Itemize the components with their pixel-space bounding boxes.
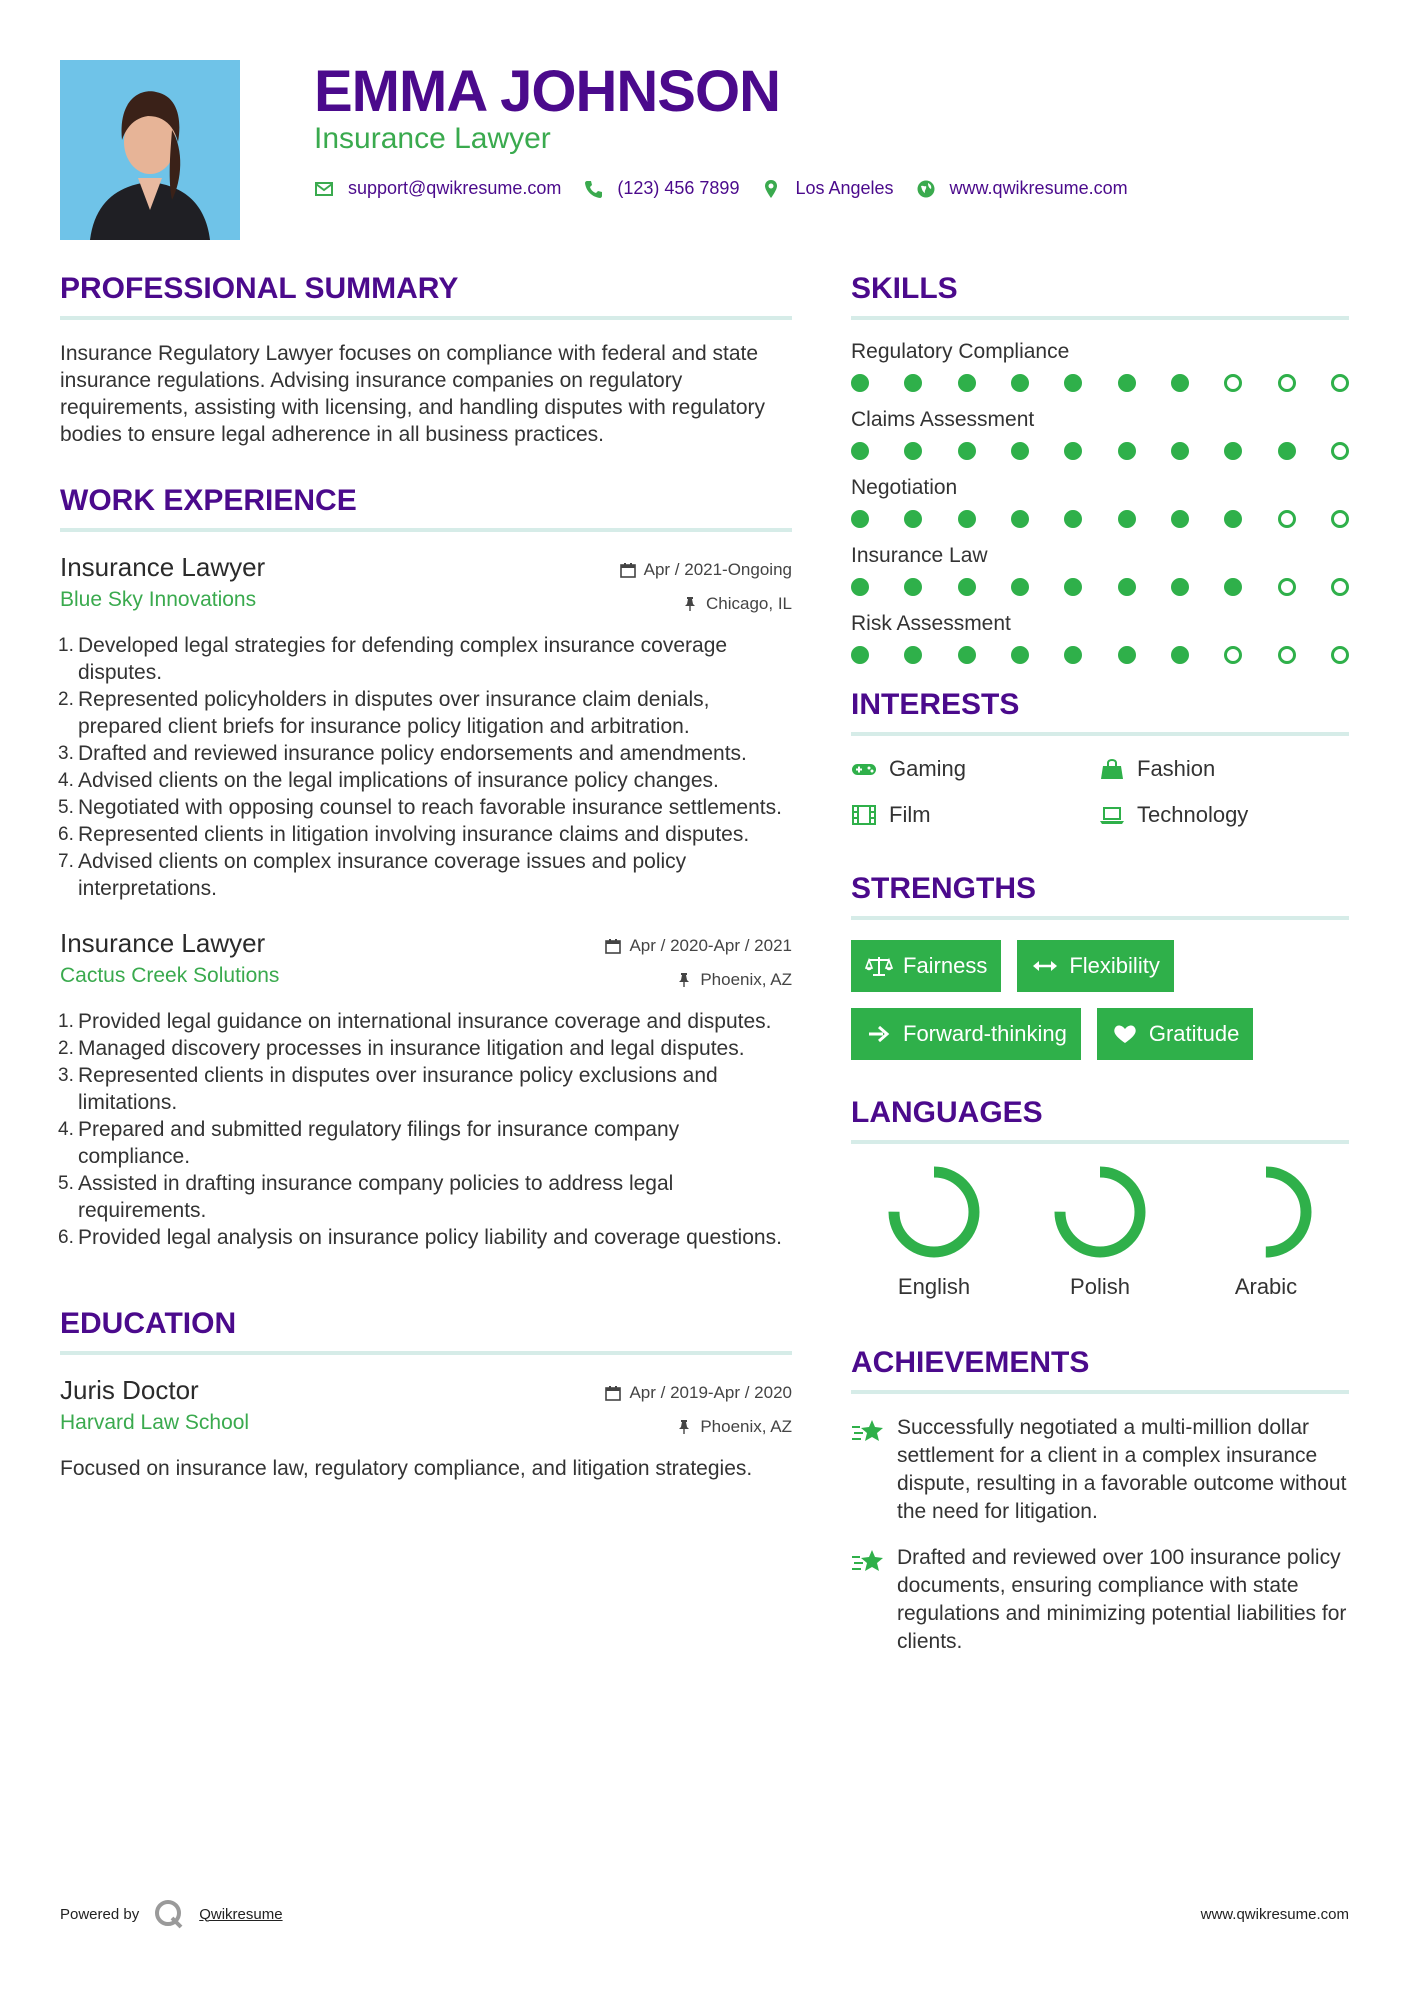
degree-title: Juris Doctor [60,1375,199,1405]
left-column [60,272,792,1482]
list-item: 5. Assisted in drafting insurance company policies to address legal requirements. [58,1172,674,1222]
language-item [1183,1164,1349,1300]
section-divider [851,732,1349,736]
rating-dot-empty [1331,442,1349,460]
rating-dot-filled [851,510,869,528]
education-description: Focused on insurance law, regulatory compliance, and litigation strategies. [60,1457,753,1480]
rating-dot-filled [958,578,976,596]
school-name: Harvard Law School [60,1411,250,1434]
shooting-star-icon [851,1416,885,1446]
achievement-item [851,1414,1349,1526]
rating-dot-filled [1011,442,1029,460]
rating-dot-filled [958,510,976,528]
powered-by-label: Powered by [60,1905,140,1923]
list-item: 4. Prepared and submitted regulatory filings for insurance company compliance. [58,1118,680,1168]
summary-heading: PROFESSIONAL SUMMARY [60,272,459,305]
strength-label: Flexibility [1069,953,1160,978]
website-text: www.qwikresume.com [949,178,1128,198]
phone-text: (123) 456 7899 [617,178,740,198]
footer-powered-by [60,1898,283,1930]
language-name: Arabic [1234,1274,1298,1299]
job-date [620,560,792,580]
rating-dot-filled [1171,510,1189,528]
job-date [605,936,792,956]
rating-dot-empty [1278,578,1296,596]
qwikresume-logo-icon [153,1898,185,1930]
job-duties [60,632,792,902]
shooting-star-icon [851,1546,885,1576]
job-title: Insurance Lawyer [60,552,266,582]
job-entry [60,552,792,902]
achievement-item [851,1544,1349,1656]
skill-name: Insurance Law [851,544,988,567]
section-divider [851,316,1349,320]
language-level-arc [894,1172,974,1252]
section-divider [851,916,1349,920]
rating-dot-filled [1171,578,1189,596]
shopping-bag-icon [1099,758,1125,780]
job-location [682,594,792,614]
rating-dot-filled [1224,578,1242,596]
rating-dot-empty [1331,510,1349,528]
map-marker-icon [761,179,781,199]
calendar-icon [620,562,636,578]
arrows-horizontal-icon [1031,955,1059,977]
language-progress-ring [1052,1164,1148,1260]
globe-icon [916,179,936,199]
language-name: Polish [1070,1274,1130,1299]
rating-dot-empty [1224,374,1242,392]
section-divider [60,1351,792,1355]
section-divider [60,316,792,320]
skill-name: Negotiation [851,476,958,499]
pin-icon [676,972,692,988]
strength-chip [851,940,1001,992]
education-location [676,1417,792,1437]
rating-dot-filled [851,374,869,392]
contact-bar [314,178,1150,199]
language-item [1017,1164,1183,1300]
education-location-text: Phoenix, AZ [700,1417,792,1436]
rating-dot-filled [1011,374,1029,392]
list-item: 1. Developed legal strategies for defending complex insurance coverage disputes. [58,634,728,684]
strength-chip [1017,940,1173,992]
language-progress-ring [1218,1164,1314,1260]
location-text: Los Angeles [795,178,894,198]
achievements-list [851,1414,1349,1656]
job-entry [60,928,792,1251]
language-level-arc [1060,1172,1140,1252]
rating-dot-filled [958,646,976,664]
phone-icon [583,179,603,199]
education-heading: EDUCATION [60,1307,237,1340]
languages-list [851,1164,1349,1300]
rating-dot-filled [1224,510,1242,528]
skill-rating [851,646,1349,664]
candidate-title: Insurance Lawyer [314,122,551,155]
interest-label: Gaming [889,756,967,781]
strengths-heading: STRENGTHS [851,872,1037,905]
skill-rating [851,578,1349,596]
achievements-heading: ACHIEVEMENTS [851,1346,1090,1379]
interest-item [1099,802,1347,828]
interest-label: Technology [1137,802,1249,827]
rating-dot-filled [1064,442,1082,460]
list-item: 4. Advised clients on the legal implications of insurance policy changes. [58,769,719,792]
rating-dot-filled [904,374,922,392]
strength-label: Forward-thinking [903,1021,1067,1046]
rating-dot-filled [1011,510,1029,528]
strength-label: Fairness [903,953,988,978]
list-item: 1. Provided legal guidance on international insurance coverage and disputes. [58,1010,772,1033]
strengths-list [851,940,1349,1060]
rating-dot-filled [1064,510,1082,528]
contact-location [761,178,893,199]
film-icon [851,804,877,826]
rating-dot-filled [1118,646,1136,664]
rating-dot-filled [1011,578,1029,596]
rating-dot-empty [1278,646,1296,664]
pin-icon [682,596,698,612]
right-column [851,272,1349,1674]
qwikresume-link[interactable]: Qwikresume [199,1905,283,1923]
rating-dot-filled [904,578,922,596]
education-date-text: Apr / 2019-Apr / 2020 [629,1383,792,1402]
achievement-text: Successfully negotiated a multi-million dollar settlement for a client in a complex insurance dispute, resulting in a favorable outcome without the need for litigation. [897,1416,1347,1523]
skill-rating [851,510,1349,528]
rating-dot-filled [1171,646,1189,664]
rating-dot-filled [1118,442,1136,460]
interests-list [851,756,1349,828]
rating-dot-empty [1331,374,1349,392]
contact-email[interactable] [314,178,561,199]
rating-dot-filled [851,646,869,664]
work-heading: WORK EXPERIENCE [60,484,357,517]
rating-dot-filled [904,510,922,528]
footer-url[interactable]: www.qwikresume.com [1200,1906,1349,1923]
rating-dot-filled [851,578,869,596]
contact-website[interactable] [916,178,1128,199]
job-company: Cactus Creek Solutions [60,964,280,987]
job-title: Insurance Lawyer [60,928,266,958]
section-divider [851,1390,1349,1394]
language-item [851,1164,1017,1300]
skills-list [851,340,1349,664]
contact-phone[interactable] [583,178,739,199]
rating-dot-filled [1171,374,1189,392]
achievement-text: Drafted and reviewed over 100 insurance policy documents, ensuring compliance with state regulations and minimizing potential liabilities for clients. [897,1546,1347,1653]
candidate-name: EMMA JOHNSON [314,59,780,124]
envelope-icon [314,179,334,199]
rating-dot-filled [1064,646,1082,664]
rating-dot-empty [1278,510,1296,528]
calendar-icon [605,1385,621,1401]
rating-dot-empty [1278,374,1296,392]
rating-dot-filled [1118,578,1136,596]
profile-photo [60,60,240,240]
email-text: support@qwikresume.com [348,178,562,198]
language-progress-ring [886,1164,982,1260]
language-name: English [897,1274,971,1299]
list-item: 7. Advised clients on complex insurance coverage issues and policy interpretations. [58,850,687,900]
rating-dot-filled [904,646,922,664]
section-divider [851,1140,1349,1144]
rating-dot-filled [1064,578,1082,596]
rating-dot-filled [1064,374,1082,392]
strength-chip [851,1008,1081,1060]
summary-text: Insurance Regulatory Lawyer focuses on compliance with federal and state insurance regulations. Advising insurance companies on regulatory requirements, assisting with licensing, and handling disputes with regulatory bodies to ensure legal adherence in all business practices. [60,342,766,446]
rating-dot-empty [1331,646,1349,664]
job-location-text: Phoenix, AZ [700,970,792,989]
skill-rating [851,442,1349,460]
job-duties [60,1008,792,1251]
rating-dot-filled [1171,442,1189,460]
job-company: Blue Sky Innovations [60,588,257,611]
list-item: 6. Provided legal analysis on insurance policy liability and coverage questions. [58,1226,782,1249]
rating-dot-empty [1224,646,1242,664]
rating-dot-filled [1278,442,1296,460]
interest-item [851,756,1099,782]
rating-dot-filled [904,442,922,460]
list-item: 2. Represented policyholders in disputes over insurance claim denials, prepared client briefs for insurance policy litigation and arbitration. [58,688,710,738]
rating-dot-filled [1224,442,1242,460]
rating-dot-filled [851,442,869,460]
interest-item [1099,756,1347,782]
section-divider [60,528,792,532]
skill-name: Claims Assessment [851,408,1035,431]
skill-rating [851,374,1349,392]
skills-heading: SKILLS [851,272,958,305]
rating-dot-filled [1118,374,1136,392]
strength-label: Gratitude [1148,1021,1240,1046]
heart-icon [1111,1023,1139,1045]
rating-dot-empty [1331,578,1349,596]
job-date-text: Apr / 2020-Apr / 2021 [629,936,792,955]
rating-dot-filled [958,374,976,392]
education-date [605,1383,792,1403]
rating-dot-filled [958,442,976,460]
balance-scale-icon [865,955,893,977]
rating-dot-filled [1011,646,1029,664]
job-location-text: Chicago, IL [706,594,792,613]
interest-label: Film [889,802,931,827]
arrow-right-icon [865,1023,893,1045]
strength-chip [1097,1008,1254,1060]
interest-label: Fashion [1137,756,1216,781]
list-item: 5. Negotiated with opposing counsel to reach favorable insurance settlements. [58,796,782,819]
calendar-icon [605,938,621,954]
interest-item [851,802,1099,828]
gamepad-icon [851,758,877,780]
languages-heading: LANGUAGES [851,1096,1043,1129]
laptop-icon [1099,804,1125,826]
list-item: 2. Managed discovery processes in insurance litigation and legal disputes. [58,1037,745,1060]
education-entry [60,1375,792,1482]
pin-icon [676,1419,692,1435]
interests-heading: INTERESTS [851,688,1020,721]
list-item: 6. Represented clients in litigation involving insurance claims and disputes. [58,823,750,846]
job-date-text: Apr / 2021-Ongoing [643,560,792,579]
rating-dot-filled [1118,510,1136,528]
skill-name: Risk Assessment [851,612,1011,635]
job-location [676,970,792,990]
list-item: 3. Represented clients in disputes over insurance policy exclusions and limitations. [58,1064,718,1114]
skill-name: Regulatory Compliance [851,340,1070,363]
language-level-arc [1226,1172,1306,1252]
list-item: 3. Drafted and reviewed insurance policy endorsements and amendments. [58,742,747,765]
